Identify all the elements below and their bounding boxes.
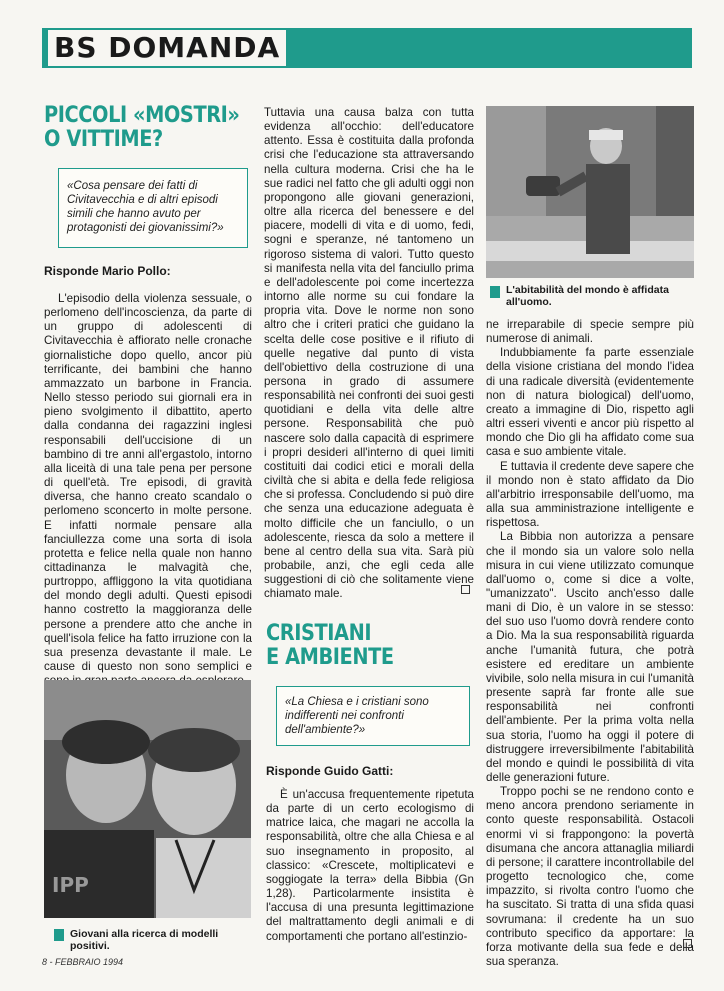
article2-paragraph: La Bibbia non autorizza a pensare che il mondo sia un valore solo nella misura in cui viene utilizzato comunque dall'uomo o, come si dice a volte, "umanizzato". Uscito anch'esso dalle mani di Dio, è un valore in se stesso: del suo uso l'uomo dovrà rendere conto a Dio. Ma la sua responsabilità riguarda anche l'umanità futura, che potrà esistere ed ereditare un ambiente vivibile, solo nella misura in cui l'umanità presente saprà far fronte alle sue responsabilità nei confronti dell'ambiente. Per la prima volta nella sua storia, l'uomo ha oggi il potere di distruggere irreversibilmente l'abitabilità del mondo e quindi le possibilità di vita delle generazioni future. <box>486 530 694 784</box>
svg-text:IPP: IPP <box>52 873 89 897</box>
caption-marker <box>490 286 500 298</box>
article1-paragraph: Tuttavia una causa balza con tutta evidenza all'occhio: dell'educatore attento. Essa è costituita dalla profonda crisi che l'educazione sta attraversando nella cultura moderna. Crisi che ha le sue radici nel fatto che gli adulti oggi non propongono alle giovani generazioni, oltre alla ricerca del benessere e del piacere, modelli di vita e di uomo, fedi, sogni e speranze, né tantomeno un rigoroso sistema di valori. Tutto questo si manifesta nella vita del fanciullo prima e dell'adolescente poi come incertezza intorno alle norme su cui fondare la propria vita. Dove le norme non sono altro che i criteri pratici che guidano la scelta delle cose positive e il rifiuto di quelle negative dal punto di vista dell'obiettivo della costruzione di una persona in grado di assumere responsabilità nei confronti dei suoi gesti quotidiani e della vita delle altre persone. Responsabilità che può nascere solo dalla capacità di esprimere i propri desideri all'interno di quei limiti costituiti dai codici etici e morali della civiltà che si abita e della fede religiosa che si professa. Concludendo si può dire che senza una educazione adeguata è molto difficile che un fanciullo, o un adolescente, riesca da solo a mettere il bene al centro della sua vita. Sarà più probabile, anzi, che egli ceda alle suggestioni di ciò che solitamente viene chiamato male. <box>264 106 474 601</box>
article2-paragraph: ne irreparabile di specie sempre più numerose di animali. <box>486 318 694 346</box>
article2-title-line1: CRISTIANI <box>266 621 372 646</box>
article2-paragraph: Indubbiamente fa parte essenziale della visione cristiana del mondo l'idea di una radicale diversità (evidentemente non di natura biological) dell'uomo, creato a immagine di Dio, rispetto agli altri esseri viventi e ancor più rispetto al mondo che Dio gli ha affidato come sua casa e suo ambiente vitale. <box>486 346 694 459</box>
article1-paragraph: L'episodio della violenza sessuale, o perlomeno dell'incoscienza, da parte di un gruppo di adolescenti di Civitavecchia è affiorato nelle cronache giornalistiche dopo quello, ancor più terrificante, dei bambini che hanno ammazzato un barbone in Francia. Nello stesso periodo sui giornali era in pieno svolgimento il dibattito, aperto dalla condanna dei ragazzini inglesi responsabili dell'uccisione di un bambino di tre anni all'ergastolo, intorno alla liceità di una tale pena per persone di quell'età. Tre episodi, di gravità diversa, che hanno creato scandalo o perlomeno sconcerto in molte persone. E infatti normale pensare alla fanciullezza come una sorta di isola protetta e felice nella quale non hanno cittadinanza le malvagità che, purtroppo, affliggono la vita quotidiana del mondo degli adulti. Questi episodi hanno costretto la maggioranza delle persone a prendere atto che anche in quell'isola felice ha fatto irruzione con la sua presenza devastante il male. Le cause di questo non sono semplici e <box>44 292 252 674</box>
photo-traffic-officer-caption: L'abitabilità del mondo è affidata all'uomo. <box>506 284 669 308</box>
article1-title-line2: O VITTIME? <box>44 127 163 152</box>
article1-title <box>44 104 255 152</box>
article2-title-line2: E AMBIENTE <box>266 645 394 670</box>
article1-column2 <box>264 106 474 601</box>
article1-title-line1: PICCOLI «MOSTRI» <box>44 103 240 128</box>
photo-young-people <box>44 680 251 918</box>
article1-column1 <box>44 292 252 672</box>
article2-column3 <box>486 318 694 969</box>
article2-paragraph: E tuttavia il credente deve sapere che il mondo non è stato affidato da Dio all'arbitrio irresponsabile dell'uomo, ma alla sua amministrazione intelligente e rispettosa. <box>486 459 694 530</box>
article2-paragraph: È un'accusa frequentemente ripetuta da parte di un certo ecologismo di matrice laica, che magari ne accolla la responsabilità, oltre che alla Chiesa e al suo insegnamento in proposito, al classico: «Crescete, moltiplicatevi e soggiogate la terra» della Bibbia (Gn 1,28). Particolarmente insistita è l'accusa di una presunta legittimazione del maltrattamento degli animali e di comportamenti che portano all'estinzio- <box>266 788 474 943</box>
article2-title <box>266 622 442 670</box>
photo-traffic-officer-image <box>486 106 694 278</box>
photo-traffic-officer <box>486 106 694 278</box>
article2-question-box <box>276 686 470 746</box>
article2-column2 <box>266 788 474 952</box>
photo-young-people-image <box>44 680 251 918</box>
caption-marker <box>54 929 64 941</box>
article1-byline: Risponde Mario Pollo: <box>44 264 171 278</box>
photo-young-people-caption: Giovani alla ricerca di modelli positivi. <box>70 928 219 952</box>
article2-question: «La Chiesa e i cristiani sono indifferenti nei confronti dell'ambiente?» <box>285 696 429 736</box>
article2-paragraph: Troppo pochi se ne rendono conto e meno ancora prendono seriamente in conto queste responsabilità. Ostacoli enormi vi si frappongono: la povertà disumana che ancora attanaglia miliardi di persone; il carattere incontrollabile del progetto tecnologico che, come impazzito, si rivolta contro l'uomo che ha suscitato. Si tratta di una sfida quasi sovrumana: il credente ha un suo contributo specifico da apportare: la forza motivante della sua fede e della sua speranza. <box>486 785 694 969</box>
page-footer: 8 - FEBBRAIO 1994 <box>42 957 124 967</box>
end-of-article-mark <box>683 939 692 948</box>
article1-question-box <box>58 168 248 248</box>
article1-question: «Cosa pensare dei fatti di Civitavecchia e di altri episodi simili che hanno avuto per protagonisti dei giovanissimi?» <box>67 180 224 234</box>
article2-byline: Risponde Guido Gatti: <box>266 764 394 778</box>
end-of-article-mark <box>461 585 470 594</box>
section-title: BS DOMANDA <box>48 30 286 66</box>
